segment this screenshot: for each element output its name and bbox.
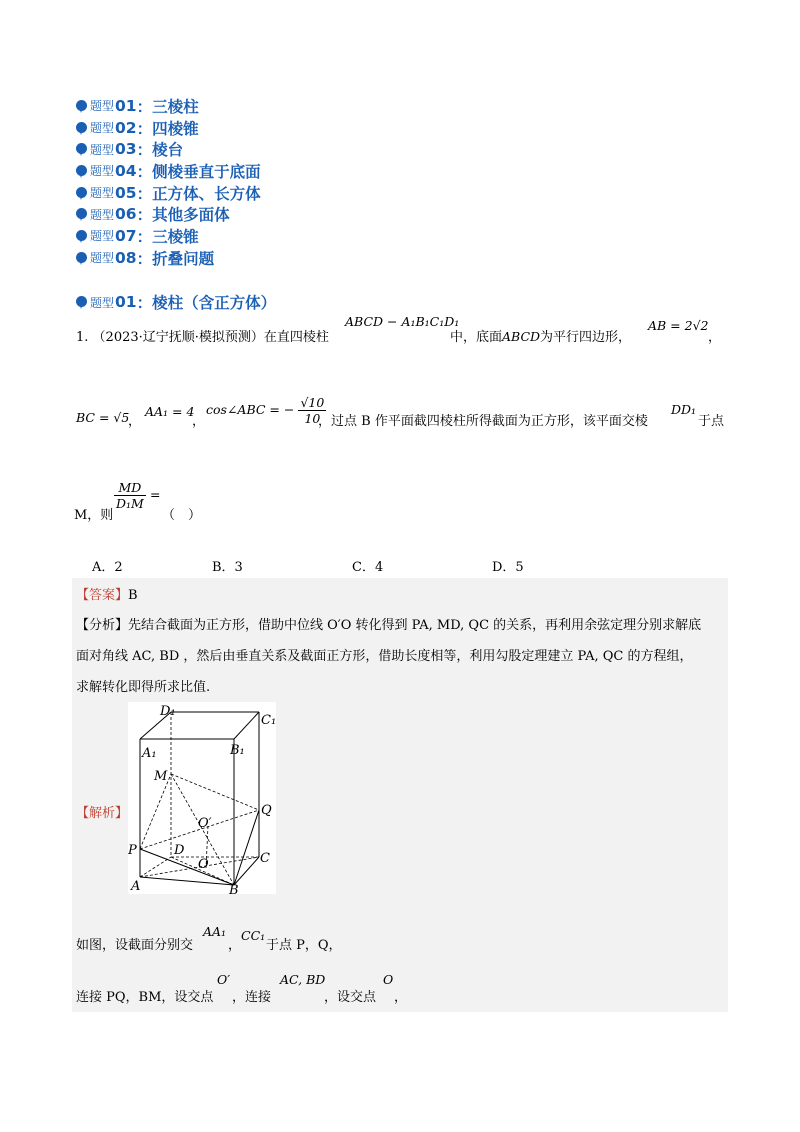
topic-title: 其他多面体 — [152, 206, 230, 225]
topic-title: 四棱锥 — [152, 119, 199, 138]
label-a1: A₁ — [142, 746, 157, 761]
analysis-label: 【分析】 — [76, 618, 129, 633]
label-o-prime: O′ — [198, 816, 212, 831]
location-pin-icon — [76, 252, 88, 264]
dd1-label: DD₁ — [671, 402, 697, 417]
prism-figure — [128, 702, 276, 894]
question-source: （2023·辽宁抚顺·模拟预测）在直四棱柱 — [92, 330, 329, 345]
analysis-line-1 — [76, 614, 701, 633]
label-m: M — [154, 769, 168, 784]
label-c1: C₁ — [261, 713, 276, 728]
topic-item[interactable] — [76, 160, 261, 182]
section-heading — [76, 291, 276, 313]
question-text: M，则 — [74, 508, 114, 523]
solution-text: 如图，设截面分别交 — [76, 938, 194, 953]
location-pin-icon — [76, 100, 88, 112]
topic-sep: ： — [136, 249, 153, 268]
cos-denominator: 10 — [304, 411, 321, 426]
topic-title: 三棱锥 — [152, 227, 199, 246]
edge-bc — [234, 857, 259, 885]
location-pin-icon — [76, 296, 88, 308]
prism-diagram — [128, 702, 276, 894]
topic-sep: ： — [136, 162, 153, 181]
question-text: 中，底面 — [450, 330, 503, 345]
topic-tag: 题型 — [90, 164, 115, 179]
section-tag: 题型 — [90, 295, 115, 310]
location-pin-icon — [76, 122, 88, 134]
question-number: 1. — [76, 330, 89, 345]
answer-blank: （ ） — [162, 508, 202, 523]
solution-text: 于点 P，Q， — [266, 938, 342, 953]
o-prime-label: O′ — [217, 972, 231, 987]
analysis-text: 求解转化即得所求比值. — [76, 680, 211, 695]
section-pb — [140, 849, 234, 885]
topic-number: 03 — [115, 140, 137, 159]
location-pin-icon — [76, 165, 88, 177]
topic-item[interactable] — [76, 203, 261, 225]
section-bq — [234, 810, 259, 885]
comma: ， — [394, 990, 408, 1005]
label-b: B — [229, 883, 239, 894]
label-a: A — [131, 879, 141, 894]
answer-label: 【答案】 — [76, 588, 129, 603]
section-title: 棱柱（含正方体） — [152, 294, 277, 312]
label-d: D — [174, 843, 185, 858]
topic-item[interactable] — [76, 247, 261, 269]
topic-list — [76, 95, 261, 269]
edge-b1c1 — [234, 712, 259, 739]
location-pin-icon — [76, 208, 88, 220]
topic-title: 三棱柱 — [152, 97, 199, 116]
label-c: C — [260, 851, 270, 866]
solution-text: ，设交点 — [324, 990, 377, 1005]
ratio-denominator: D₁M — [116, 496, 144, 511]
edge-ab — [140, 877, 234, 885]
topic-sep: ： — [136, 227, 153, 246]
topic-sep: ： — [136, 206, 153, 225]
o-label: O — [383, 972, 394, 987]
label-q: Q — [261, 803, 272, 818]
label-p: P — [128, 843, 137, 858]
topic-item[interactable] — [76, 117, 261, 139]
topic-number: 07 — [115, 226, 137, 245]
question-line-1 — [76, 326, 329, 345]
answer-line — [76, 584, 138, 603]
solution-label: 【解析】 — [76, 806, 129, 821]
topic-number: 05 — [115, 183, 137, 202]
choice-b[interactable]: B．3 — [212, 560, 243, 575]
topic-sep: ： — [136, 97, 153, 116]
solution-line-1 — [76, 934, 193, 953]
topic-title: 侧棱垂直于底面 — [152, 162, 261, 181]
section-pm — [140, 774, 171, 849]
choice-c[interactable]: C．4 — [352, 560, 384, 575]
topic-title: 棱台 — [152, 141, 184, 160]
cos-expression — [206, 395, 326, 426]
location-pin-icon — [76, 187, 88, 199]
topic-number: 06 — [115, 205, 137, 224]
topic-item[interactable] — [76, 138, 261, 160]
question-line-1b — [450, 326, 631, 345]
topic-number: 04 — [115, 161, 137, 180]
label-d1: D₁ — [160, 704, 176, 719]
location-pin-icon — [76, 143, 88, 155]
topic-tag: 题型 — [90, 207, 115, 222]
aa1-label: AA₁ — [203, 924, 227, 939]
base-name: ABCD — [502, 329, 541, 344]
choice-d[interactable]: D．5 — [492, 560, 524, 575]
section-sep: ： — [136, 294, 153, 312]
topic-title: 正方体、长方体 — [152, 184, 261, 203]
topic-tag: 题型 — [90, 142, 115, 157]
question-text: ，过点 B 作平面截四棱柱所得截面为正方形，该平面交棱 — [318, 414, 648, 429]
prism-name: ABCD − A₁B₁C₁D₁ — [345, 314, 460, 329]
topic-sep: ： — [136, 184, 153, 203]
cos-left: cos∠ABC = − — [206, 402, 295, 417]
ratio-numerator: MD — [114, 480, 146, 496]
topic-tag: 题型 — [90, 121, 115, 136]
section-number: 01 — [115, 293, 137, 311]
topic-tag: 题型 — [90, 186, 115, 201]
question-text: 为平行四边形， — [540, 330, 632, 345]
solution-text: ，连接 — [232, 990, 272, 1005]
topic-item[interactable] — [76, 182, 261, 204]
ratio-expression — [114, 480, 160, 511]
topic-item[interactable] — [76, 95, 261, 117]
section-mq — [171, 774, 259, 810]
topic-tag: 题型 — [90, 99, 115, 114]
comma: ， — [708, 330, 722, 345]
analysis-text: 先结合截面为正方形，借助中位线 O′O 转化得到 PA, MD, QC 的关系，再利用余弦定理分别求解底 — [128, 618, 702, 633]
ac-bd-label: AC, BD — [280, 972, 326, 987]
topic-number: 01 — [115, 96, 137, 115]
ab-equation: AB = 2√2 — [648, 318, 709, 333]
topic-number: 02 — [115, 118, 137, 137]
comma: ， — [228, 938, 242, 953]
question-text: 于点 — [698, 414, 725, 429]
topic-sep: ： — [136, 119, 153, 138]
analysis-text: 面对角线 AC, BD ，然后由垂直关系及截面正方形，借助长度相等，利用勾股定理建立 PA, QC 的方程组， — [76, 649, 693, 664]
topic-sep: ： — [136, 141, 153, 160]
solution-text: 连接 PQ，BM，设交点 — [76, 990, 214, 1005]
choice-a[interactable]: A．2 — [92, 560, 123, 575]
ratio-equals: = — [149, 487, 161, 502]
cos-numerator: √10 — [300, 395, 325, 410]
label-b1: B₁ — [230, 743, 245, 758]
topic-tag: 题型 — [90, 251, 115, 266]
topic-tag: 题型 — [90, 229, 115, 244]
topic-title: 折叠问题 — [152, 249, 215, 268]
answer-value: B — [128, 588, 138, 603]
aa1-equation: AA₁ = 4 — [145, 404, 195, 419]
topic-number: 08 — [115, 248, 137, 267]
location-pin-icon — [76, 230, 88, 242]
topic-item[interactable] — [76, 225, 261, 247]
ratio-fraction — [114, 480, 146, 511]
bc-equation: BC = √5 — [76, 410, 130, 425]
label-o: O — [198, 857, 209, 872]
cc1-label: CC₁ — [241, 928, 266, 943]
